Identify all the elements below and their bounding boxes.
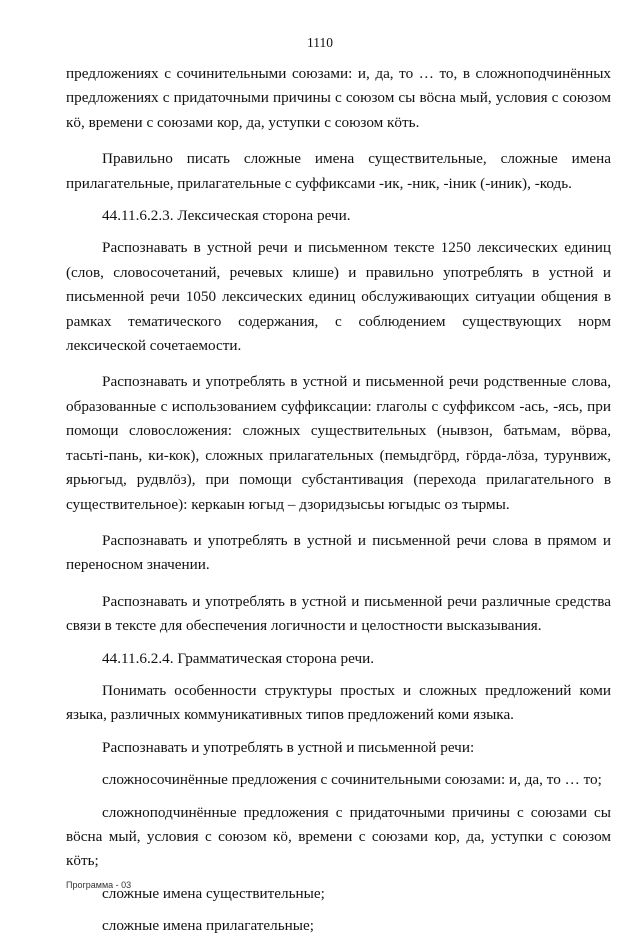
list-item-compound-sentences: сложносочинённые предложения с сочинительными союзами: и, да, то … то; <box>102 771 602 789</box>
section-heading-lexical: 44.11.6.2.3. Лексическая сторона речи. <box>102 207 351 225</box>
list-item-complex-sentences: сложноподчинённые предложения с придаточными причины с союзами сы вӧсна мый, условия с союзом кӧ, времени с союзами кор, да, уступки с союзом кӧть; <box>66 803 611 870</box>
paragraph-figurative-meaning: Распознавать и употреблять в устной и письменной речи слова в прямом и переносном значении. <box>66 531 611 574</box>
page-number: 1110 <box>307 35 333 50</box>
document-body <box>66 62 611 939</box>
paragraph-continuation: предложениях с сочинительными союзами: и, да, то … то, в сложноподчинённых предложениях с придаточными причины с союзом сы вӧсна мый, условия с союзом кӧ, времени с союзами кор, да, уступки с союзом кӧть. <box>66 65 611 131</box>
list-item-compound-adjectives: сложные имена прилагательные; <box>102 917 314 935</box>
paragraph-word-formation: Распознавать и употреблять в устной и письменной речи родственные слова, образованные с использованием суффиксации: глаголы с суффиксом -ась, -ясь, при помощи словосложения: сложных существительных (нывзон, батьмам, вӧрва, тасьтi-пань, ки-кок), сложных прилагательных (пемыдгӧрд, гӧрда-лӧза, турунвиж, ярьюгыд, рудвлӧз), при помощи субстантивация (перехода прилагательного в существительное): керкаын югыд – дзоридзысьы югыдыс оз тырмы. <box>66 373 611 513</box>
paragraph-spelling-rules: Правильно писать сложные имена существительные, сложные имена прилагательные, прилагательные с суффиксами -ик, -ник, -iник (-иник), -кодь. <box>66 150 611 192</box>
footer-label: Программа - 03 <box>66 880 132 890</box>
paragraph-cohesion: Распознавать и употреблять в устной и письменной речи различные средства связи в тексте для обеспечения логичности и целостности высказывания. <box>66 592 611 635</box>
list-item-compound-nouns: сложные имена существительные; <box>102 884 325 902</box>
paragraph-recognize-use: Распознавать и употреблять в устной и письменной речи: <box>102 738 475 756</box>
paragraph-sentence-structure: Понимать особенности структуры простых и сложных предложений коми языка, различных коммуникативных типов предложений коми языка. <box>66 681 611 724</box>
paragraph-lexical-units: Распознавать в устной речи и письменном тексте 1250 лексических единиц (слов, словосочетаний, речевых клише) и правильно употреблять в устной и письменной речи 1050 лексических единиц обслуживающих ситуации общения в рамках тематического содержания, с соблюдением существующих норм лексической сочетаемости. <box>66 239 611 355</box>
section-heading-grammar: 44.11.6.2.4. Грамматическая сторона речи. <box>102 649 375 667</box>
